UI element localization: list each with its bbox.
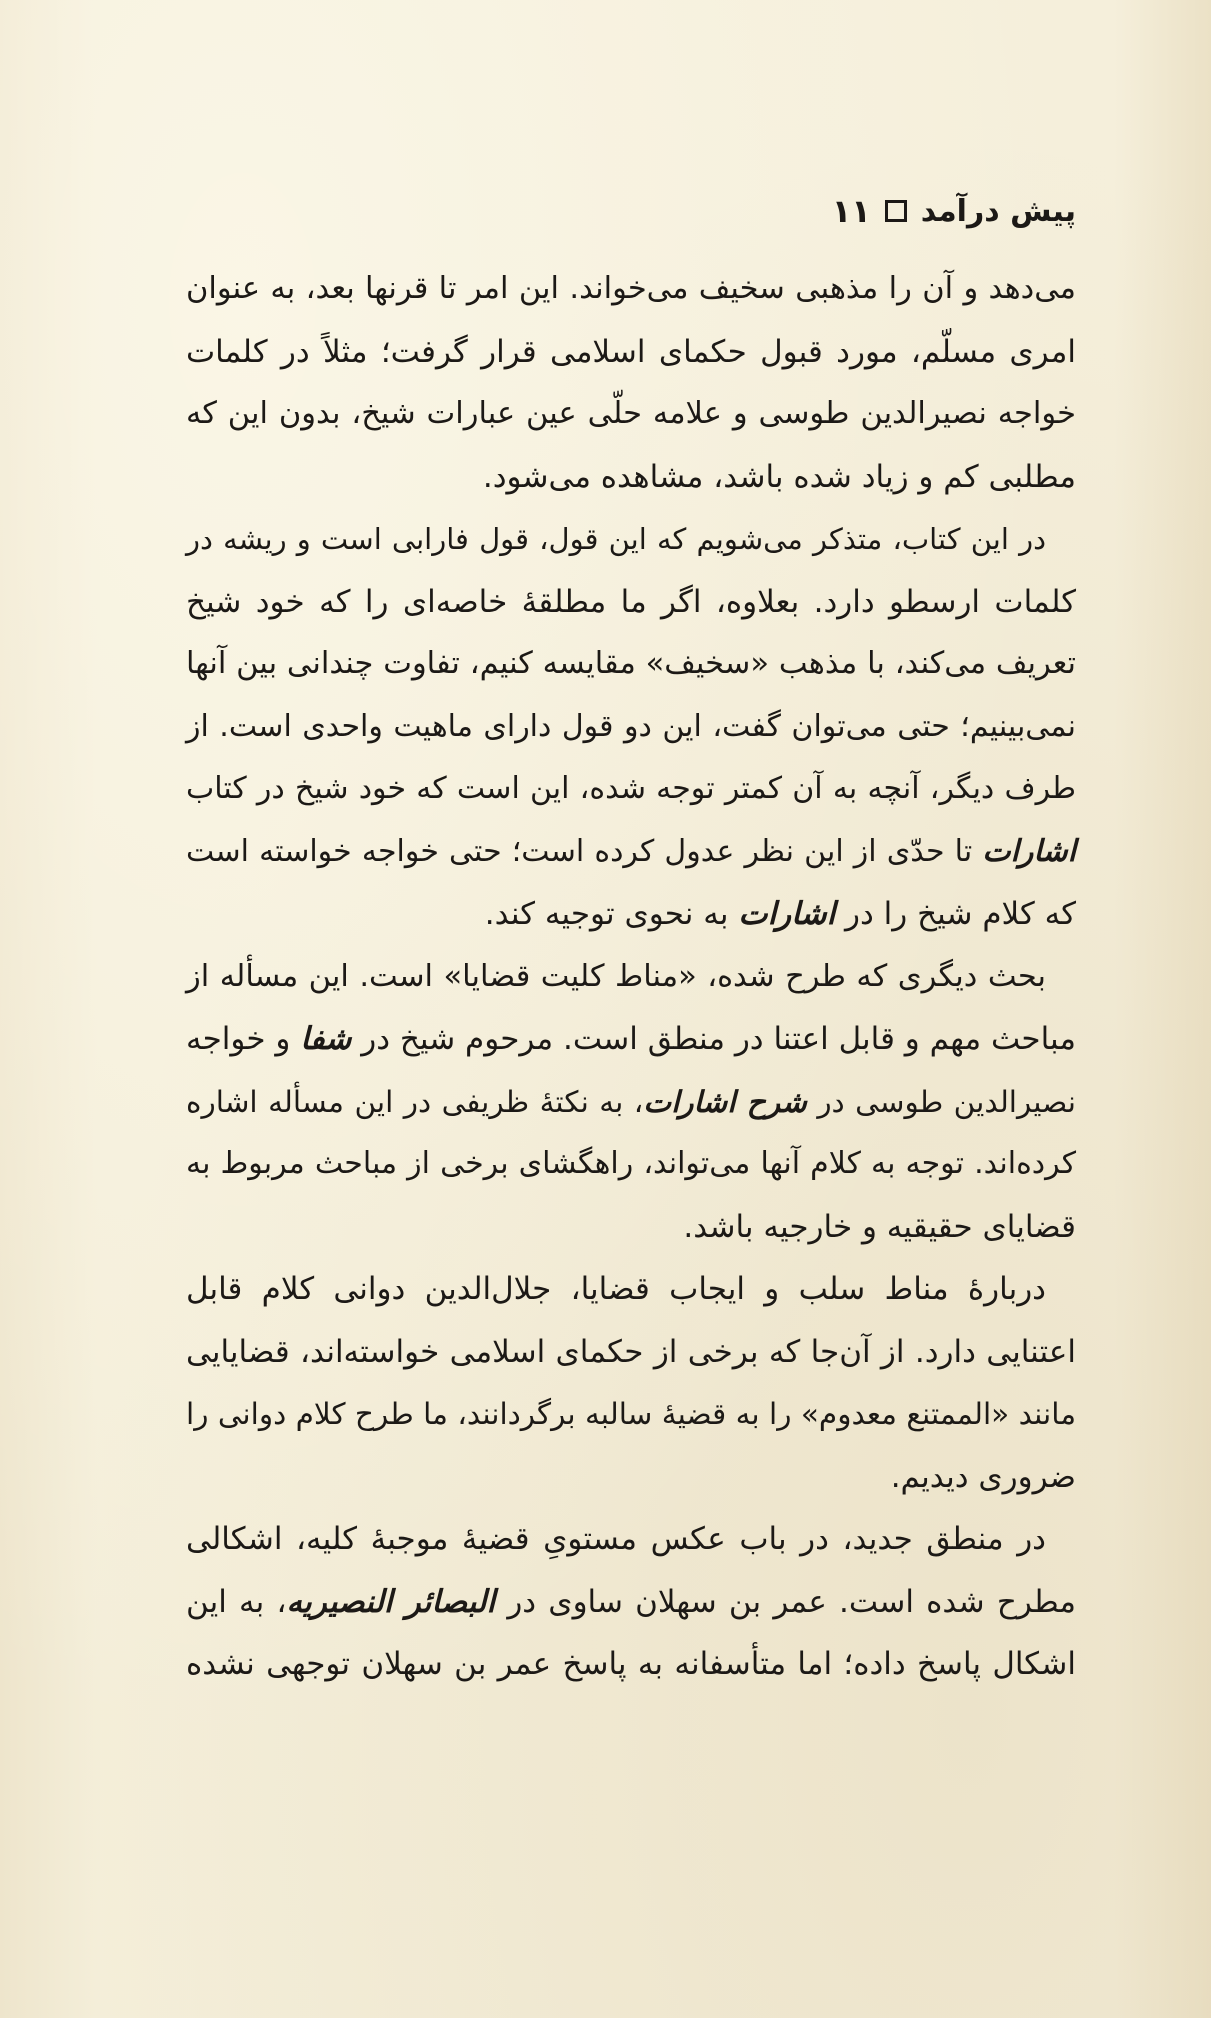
text-line: مباحث مهم و قابل اعتنا در منطق است. مرحوم شیخ در شفا و خواجه [186,1021,1076,1057]
book-title-emphasis: اشارات [738,896,836,932]
text-line: اشکال پاسخ داده؛ اما متأسفانه به پاسخ عمر بن سهلان توجهی نشده [186,1646,1076,1682]
text-line: در منطق جدید، در باب عکس مستویِ قضیهٔ موجبهٔ کلیه، اشکالی [186,1521,1046,1557]
text-line: امری مسلّم، مورد قبول حکمای اسلامی قرار گرفت؛ مثلاً در کلمات [186,333,1076,370]
square-icon [885,200,907,222]
text-line: دربارهٔ مناط سلب و ایجاب قضایا، جلال‌الدین دوانی کلام قابل [186,1271,1046,1307]
text-line: ضروری دیدیم. [890,1458,1076,1495]
text-line: نصیرالدین طوسی در شرح اشارات، به نکتهٔ ظریفی در این مسأله اشاره [186,1084,1076,1119]
text-line: قضایای حقیقیه و خارجیه باشد. [683,1208,1076,1245]
text-line: می‌دهد و آن را مذهبی سخیف می‌خواند. این امر تا قرنها بعد، به عنوان [186,271,1076,306]
book-title-emphasis: شرح اشارات [643,1084,807,1119]
text-line: مطلبی کم و زیاد شده باشد، مشاهده می‌شود. [482,458,1076,495]
book-title-emphasis: شفا [300,1021,352,1057]
text-line: کرده‌اند. توجه به کلام آنها می‌تواند، راهگشای برخی از مباحث مربوط به [186,1146,1076,1181]
text-line: طرف دیگر، آنچه به آن کمتر توجه شده، این است که خود شیخ در کتاب [186,771,1076,806]
text-line: بحث دیگری که طرح شده، «مناط کلیت قضایا» است. این مسأله از [186,958,1046,994]
book-title-emphasis: اشارات [982,833,1076,869]
text-line: مانند «الممتنع معدوم» را به قضیهٔ سالبه برگردانند، ما طرح کلام دوانی را [186,1397,1076,1431]
page-header [186,186,1076,236]
text-line: اعتنایی دارد. از آن‌جا که برخی از حکمای اسلامی خواسته‌اند، قضایایی [186,1333,1076,1370]
text-line: تعریف می‌کند، با مذهب «سخیف» مقایسه کنیم، تفاوت چندانی بین آنها [186,646,1076,681]
body-text [186,258,1076,1696]
text-line: در این کتاب، متذکر می‌شویم که این قول، قول فارابی است و ریشه در [186,522,1046,556]
running-title: پیش درآمد [920,193,1076,229]
page-number: ۱۱ [831,192,871,230]
text-line: خواجه نصیرالدین طوسی و علامه حلّی عین عبارات شیخ، بدون این که [186,396,1076,431]
text-line: کلمات ارسطو دارد. بعلاوه، اگر ما مطلقهٔ خاصه‌ای را که خود شیخ [186,583,1076,620]
text-line: که کلام شیخ را در اشارات به نحوی توجیه کند. [484,896,1076,932]
book-title-emphasis: البصائر النصیریه [286,1583,496,1620]
text-line: مطرح شده است. عمر بن سهلان ساوی در البصائر النصیریه، به این [186,1583,1076,1620]
text-line: اشارات تا حدّی از این نظر عدول کرده است؛ حتی خواجه خواسته است [186,833,1076,869]
text-line: نمی‌بینیم؛ حتی می‌توان گفت، این دو قول دارای ماهیت واحدی است. از [186,708,1076,744]
